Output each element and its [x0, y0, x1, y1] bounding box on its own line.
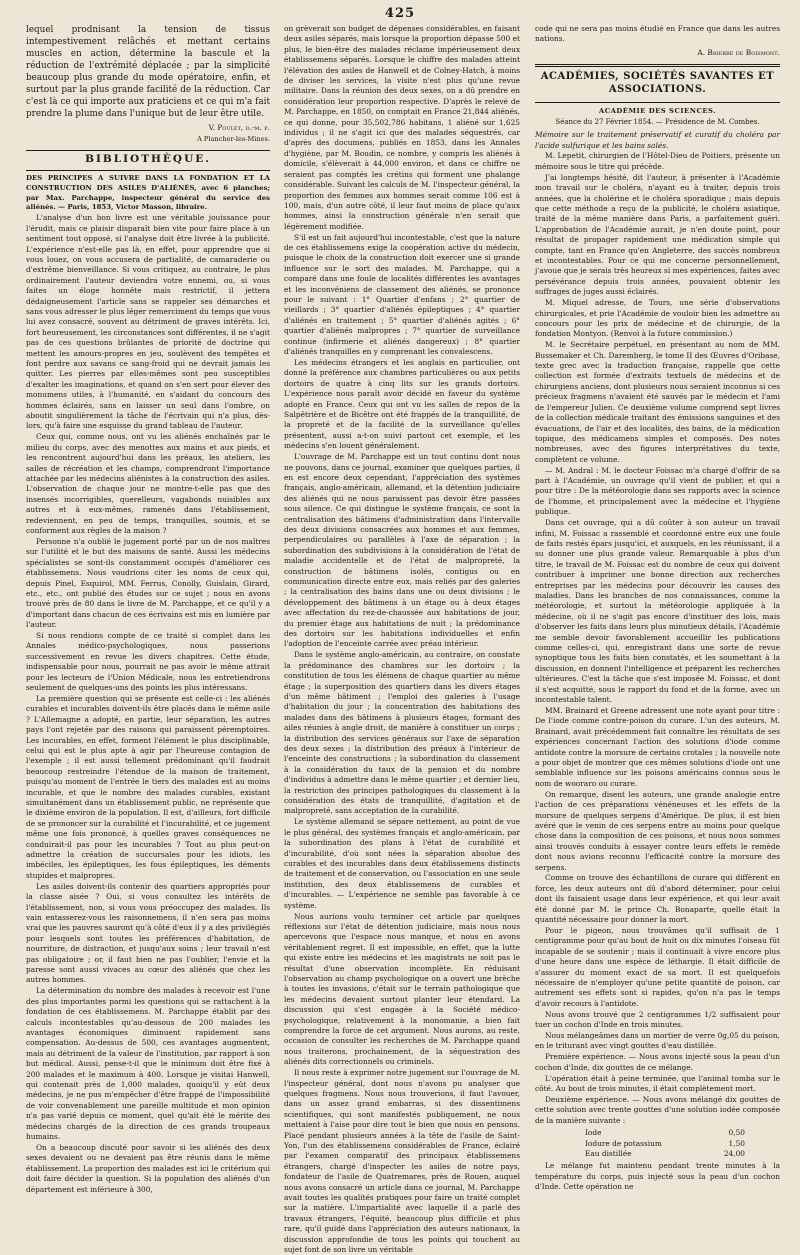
- article-signature: [535, 48, 780, 59]
- recipe-row: [585, 1128, 780, 1138]
- paragraph: Comme on trouve des échantillons de curare qui diffèrent en force, les deux auteurs ont dû d'abord déterminer, pour celui dont ils faisaient usage dans leur expérience, et qui leur avait été donné par M. le prince Ch. Bonaparte, quelle était la quantité nécessaire pour donner la mort.: [535, 873, 780, 925]
- column-2: [284, 24, 520, 1255]
- paragraph: M. le Secrétaire perpétuel, en présentant au nom de MM. Bussemaker et Ch. Daremberg, le tome II des Œuvres d'Oribase, texte grec avec la traduction française, rappelle que cette collection est formée d'extraits textuels de médecins et de chirurgiens anciens, dont plusieurs nous seraient inconnus si ces précieux fragmens n'avaient été sauvés par le médecin et l'ami de l'empereur Julien. Ce deuxième volume comprend sept livres de la collection médicale traitant des émissions sanguines et des évacuations, de l'air et des localités, des bains, de la médication topique, des médicamens simples et composés. Des notes nombreuses, avec des figures interprétatives du texte, complètent ce volume.: [535, 340, 780, 464]
- paragraph: M. Lepetit, chirurgien de l'Hôtel-Dieu de Poitiers, présente un mémoire sous le titre qui précède.: [535, 151, 780, 171]
- page-number: 425: [384, 6, 416, 21]
- paragraph: Nous mélangeâmes dans un mortier de verre 0g,05 du poison, en le triturant avec vingt gouttes d'eau distillée.: [535, 1031, 780, 1051]
- section-divider: [26, 170, 270, 171]
- paragraph: M. Miquel adresse, de Tours, une série d'observations chirurgicales, et prie l'Académie de vouloir bien les admettre au concours pour les prix de médecine et de chirurgie, de la fondation Montyon. (Renvoi à la future commission.): [535, 298, 780, 339]
- paragraph: Si nous rendions compte de ce traité si complet dans les Annales médico-psychologiques, nous passerions successivement en revue les divers chapitres. Cette étude, indispensable pour nous, pourrait ne pas avoir le même attrait pour les lecteurs de l'Union Médicale, nous les entretiendrons seulement de quelques-uns des points les plus intéressans.: [26, 631, 270, 693]
- recipe-quantity: 1,50: [728, 1138, 745, 1148]
- section-divider: [535, 64, 780, 67]
- section-title-bibliotheque: BIBLIOTHÈQUE.: [85, 153, 211, 165]
- recipe-quantity: 24,00: [723, 1149, 745, 1159]
- paragraph: On remarque, disent les auteurs, une grande analogie entre l'action de ces préparations vénéneuses et les effets de la morsure de quelques serpens d'Amérique. De plus, il est bien avéré que le venin de ces serpens entre au moins pour quelque chose dans la composition de ces poisons, et nous nous sommes ainsi trouvés conduits à essayer contre leurs effets le remède dont nous avions reconnu l'efficacité contre la morsure des serpens.: [535, 789, 780, 872]
- section-divider: [26, 150, 270, 151]
- article-continuation: lequel prodnisant la tension de tissus intempestivement relâchés et mettant certains muscles en action, détermine la bascule et la réduction de l'extrémité déplacée ; par la simplicité beaucoup plus grande du mode opératoire, enfin, et surtout par la plus grande facilité de la réduction. Car c'est là ce qui importe aux praticiens et ce qui m'a fait prendre la plume dans l'unique but de leur être utile.: [26, 25, 270, 119]
- paragraph: Dans le système anglo-américain, au contraire, on constate la prédominance des chambres sur les dortoirs ; la constitution de tous les élémens de chaque quartier au même étage ; la superposition des quartiers dans les divers étages d'un même bâtiment ; l'emploi des galeries à l'usage d'habitation du jour ; la concentration des habitations des malades dans des bâtimens à plusieurs étages, formant des ailes réunies à angle droit, de manière à constituer un corps ; la distribution des services généraux sur l'axe de séparation des deux sexes ; la distribution des préaux à l'intérieur de l'enceinte des constructions ; la subordination du classement à la considération du taux de la pension et du nombre d'individus à admettre dans le même quartier ; et dernier lieu, la restriction des principes pathologiques du classement à la considération des états de tranquillité, d'agitation et de malpropreté, sans acceptation de la curabilité.: [284, 650, 520, 816]
- recipe-ingredient: Iodure de potassium: [585, 1138, 662, 1148]
- paragraph: Le mélange fut maintenu pendant trente minutes à la température du corps, puis injecté sous la peau d'un cochon d'Inde. Cette opération ne: [535, 1161, 780, 1192]
- signature-name: V. Poulet, d.-m. p.: [208, 123, 270, 132]
- paragraph: Dans cet ouvrage, qui a dû coûter à son auteur un travail infini, M. Foissac a rassemblé et coordonné entre eux une foule de faits restés épars jusqu'ici, et auxquels, en les réunissant, il a su donner une plus grande valeur. Remarquable à plus d'un titre, le travail de M. Foissac est du nombre de ceux qui doivent contribuer à imprimer une bonne direction aux recherches entreprises par les médecins pour découvrir les causes des maladies. Dans les branches de nos connaissances, comme la météorologie, et surtout la météorologie appliquée à la médecine, où il ne s'agit pas encore d'instituer des lois, mais d'observer les faits dans leurs plus minutieux détails, l'Académie me semble devoir favorablement accueillir les publications comme celles-ci, qui, enregistrant dans une sorte de revue synoptique tous les faits bien constatés, et les soumettant à la discussion, en donnent l'intelligence et préparent les recherches ultérieures. C'est la tâche que s'est imposée M. Foissac, et dont il s'est acquitté, sous le rapport du fond et de la forme, avec un incontestable talent.: [535, 518, 780, 705]
- recipe-table: [585, 1128, 780, 1159]
- paragraph: Pour le pigeon, nous trouvâmes qu'il suffisait de 1 centigramme pour qu'au bout de huit ou dix minutes l'oiseau fût incapable de se soutenir ; mais il continuait à vivre encore plus d'une heure dans une espèce de léthargie. Il était difficile de s'assurer du moment exact de sa mort. Il est quelquefois nécessaire de n'employer qu'une petite quantité de poison, car autrement ses effets sont si rapides, qu'on n'a pas le temps d'avoir recours à l'antidote.: [535, 926, 780, 1008]
- recipe-row: [585, 1139, 780, 1149]
- paragraph: La détermination du nombre des malades à recevoir est l'une des plus importantes parmi les questions qui se rattachent à la fondation de ces établissemens. M. Parchappe établit par des calculs incontestables qu'au-dessous de 200 malades les avantages économiques diminuent rapidement sans compensation. Au-dessus de 500, ces avantages augmentent, mais au détriment de la valeur de l'institution, par rapport à son but médical. Aussi, pense-t-il que le minimum doit être fixé à 200 malades et le maximum à 400. Lorsque je visitai Hanwell, qui contenait près de 1,000 malades, quoiqu'il y eût deux médecins, je ne pus m'empêcher d'être frappé de l'impossibilité de voir convenablement une pareille multitude et mon opinion n'a pas varié depuis ce moment, quel qu'ait été le mérite des médecins chargés de la direction de ces grands troupeaux humains.: [26, 986, 270, 1142]
- memoir-title: Mémoire sur le traitement préservatif et curatif du choléra par l'acide sulfurique et les bains salés.: [535, 130, 780, 150]
- recipe-ingredient: Eau distillée: [585, 1149, 632, 1159]
- paragraph: S'il est un fait aujourd'hui incontestable, c'est que la nature de ces établissemens exige la coopération active du médecin, puisque le choix de la construction doit exercer une si grande influence sur le sort des malades. M. Parchappe, qui a comparé dans une foule de localités différentes les avantages et les inconvéniens de classement des aliénés, se prononce pour le suivant : 1° Quartier d'enfans ; 2° quartier de vieillards ; 3° quartier d'aliénés épileptiques ; 4° quartier d'aliénés en traitement ; 5° quartier d'aliénés agités ; 6° quartier d'aliénés malpropres ; 7° quartier de surveillance continue (infirmerie et aliénés dangereux) ; 8° quartier d'aliénés tranquilles en y comprenant les convalescens.: [284, 232, 520, 357]
- paragraph: Il nous reste à exprimer notre jugement sur l'ouvrage de M. l'inspecteur général, dont nous n'avons pu analyser que quelques fragmens. Nous nous trouverions, il faut l'avouer, dans un assez grand embarras, si des dissentimens scientifiques, qui sont manifestés publiquement, ne nous mettaient à l'aise pour dire tout le bien que nous en pensons. Placé pendant plusieurs années à la tête de l'asile de Saint-Yon, l'un des établissemens considérables de France, éclairé par l'examen comparatif des principaux établissemens étrangers, chargé d'inspecter les asiles de notre pays, fondateur de l'asile de Quatremares, près de Rouen, auquel nous avons consacré un article dans ce journal, M. Parchappe avait toutes les qualités pratiques pour faire un traité complet sur la matière. L'impartialité avec laquelle il a parlé des travaux étrangers, l'équité, beaucoup plus difficile et plus rare, qu'il guidé dans l'appréciation des auteurs nationaux, la discussion approfondie de tous les points qui touchent au sujet font de son livre un véritable: [284, 1068, 520, 1255]
- paragraph: — M. Andral : M. le docteur Foissac m'a chargé d'offrir de sa part à l'Académie, un ouvrage qu'il vient de publier, et qui a pour titre : De la météorologie dans ses rapports avec la science de l'homme, et principalement avec la médecine et l'hygiène publique.: [535, 465, 780, 517]
- article-signature: [26, 123, 270, 144]
- paragraph: Personne n'a oublié le jugement porté par un de nos maîtres sur l'utilité et le but des maisons de santé. Aussi les médecins spécialistes se sont-ils constamment occupés d'améliorer ces établissemens. Nous voudrions citer les noms de ceux qui, depuis Pinel, Esquirol, MM. Ferrus, Conolly, Guislain, Girard, etc., etc., ont publié des études sur ce sujet ; nous en avons trouvé près de 80 dans le livre de M. Parchappe, et ce qu'il y a d'important dans chacun de ces écrivains est mis en lumière par l'auteur.: [26, 536, 270, 630]
- section-title-academies: ACADÉMIES, SOCIÉTÉS SAVANTES ET ASSOCIATIONS.: [540, 71, 775, 96]
- recipe-ingredient: Iode: [585, 1128, 602, 1138]
- paragraph: Les médecins étrangers et les anglais en particulier, ont donné la préférence aux chambres particulières ou aux petits dortoirs de quatre à cinq lits sur les grands dortoirs. L'expérience nous paraît avoir décidé en faveur du système adopté en France. Ceux qui ont vu les salles de repos de la Salpêtrière et de Bicêtre ont été frappés de la tranquillité, de la propreté et de la facilité de la surveillance qu'elles présentent, aussi a-t-on suivi partout cet exemple, et les médecins s'en louent généralement.: [284, 358, 520, 451]
- recipe-row: [585, 1149, 780, 1159]
- paragraph: on grèverait son budget de dépenses considérables, en faisant deux asiles séparés, mais lorsque la proportion dépasse 500 et plus, le bien-être des malades réclame impérieusement deux établissemens séparés. Lorsque le chiffre des malades atteint l'élévation des asiles de Hanwell et de Colney-Hatch, à moins de diviser les services, la visite n'est plus qu'une revue militaire. Dans la réunion des deux sexes, on a dû prendre en considération leur proportion respective. D'après le relevé de M. Parchappe, en 1850, on comptait en France 21,844 aliénés, ce qui donne, pour 35,502,786 habitans, 1 aliéné sur 1,625 individus ; il ne s'agit ici que des malades séquestrés, car d'après des documens, publiés en 1853, dans les Annales d'hygiène, par M. Boudin, ce nombre, y compris les aliénés à domicile, s'élèverait à 44,000 environ, et dans ce chiffre ne seraient pas comptés les crétins qui forment une phalange considérable. Suivant les calculs de M. l'inspecteur général, la proportion des femmes aux hommes serait comme 106 est à 100, mais, d'un autre côté, il leur faut moins de place qu'aux hommes, ainsi la construction générale n'en serait que légèrement modifiée.: [284, 24, 520, 231]
- paragraph: Nous aurions voulu terminer cet article par quelques réflexions sur l'état de détention judiciaire, mais nous nous apercevons que l'espace nous manque, et nous en avons véritablement regret. Il est impossible, en effet, que la lutte qui existe entre les médecins et les magistrats ne soit pas le résultat d'une observation incomplète. En réduisant l'observation au champ psychologique on a ouvert une brèche à toutes les invasions, c'était sur le terrain pathologique que les médecins devaient surtout planter leur étendard. La discussion qui s'est engagée à la Société médico-psychologique, relativement à la monomanie, a bien fait comprendre la force de cet argument. Nous aurons, au reste, occasion de consulter les recherches de M. Parchappe quand nous traiterons, prochainement, de la séquestration des aliénés dits correctionnels ou criminels.: [284, 911, 520, 1067]
- section-divider: [535, 102, 780, 103]
- paragraph: L'opération était à peine terminée, que l'animal tomba sur le côté. Au bout de trois minutes, il était complètement mort.: [535, 1073, 780, 1094]
- paragraph: Première expérience. — Nous avons injecté sous la peau d'un cochon d'Inde, dix gouttes de ce mélange.: [535, 1052, 780, 1072]
- recipe-quantity: 0,50: [728, 1128, 745, 1138]
- paragraph: Les asiles doivent-ils contenir des quartiers appropriés pour la classe aisée ? Oui, si vous consultez les intérêts de l'établissement, non, si vous vous préoccupez des malades. Ils vain entasserez-vous les raisonnemens, il n'en sera pas moins vrai que les pauvres sauront qu'à côté d'eux il y a des privilégiés pour lesquels sont toutes les préférences d'habitation, de nourriture, de distraction, et jusqu'aux soins ; leur travail n'est pas obligatoire ; or, il faut bien ne pas l'oublier, l'envie et la paresse sont aussi vivaces au cœur des aliénés que chez les autres hommes.: [26, 881, 270, 985]
- academy-subhead: ACADÉMIE DES SCIENCES.: [598, 107, 717, 116]
- signature-name: A. Brierre de Boismont.: [697, 47, 780, 57]
- paragraph: J'ai longtemps hésité, dit l'auteur, à présenter à l'Académie mon travail sur le choléra, n'ayant eu à traiter, depuis trois années, que la cholérine et le choléra sporadique ; mais depuis que cette méthode a reçu de la publicité, le choléra asiatique, traité de la même manière dans Paris, a parfaitement guéri. L'approbation de l'Académie aurait, je n'en doute point, pour résultat de propager rapidement une médication simple qui compte, tant en France qu'en Angleterre, des succès nombreux et incontestables. Pour ce qui me concerne personnellement, j'avoue que je serais très heureux si mes expériences, faites avec persévérance depuis trois années, pouvaient obtenir les suffrages de juges aussi éclairés.: [535, 172, 780, 297]
- paragraph: MM. Brainard et Greene adressent une note ayant pour titre : De l'iode comme contre-poison du curare. L'un des auteurs, M. Brainard, avait précédemment fait connaître les résultats de ses expériences concernant l'action des solutions d'iode comme antidote contre la morsure de certains crotales ; la nouvelle note a pour objet de montrer que ces mêmes solutions d'iode ont une semblable influence sur les poisons américains connus sous le nom de wooraro ou curare.: [535, 705, 780, 788]
- signature-place: A Plancher-les-Mines.: [197, 134, 270, 143]
- column-1: [26, 24, 270, 1194]
- article-continuation: code qui ne sera pas moins étudié en France que dans les autres nations.: [535, 24, 780, 44]
- book-title: DES PRINCIPES A SUIVRE DANS LA FONDATION ET LA CONSTRUCTION DES ASILES D'ALIÉNÉS, avec 6 planches; par Max. Parchappe, inspecteur général du service des aliénés. — Paris, 1853, Victor Masson, libraire.: [26, 174, 270, 212]
- paragraph: On a beaucoup discuté pour savoir si les aliénés des deux sexes devaient ou ne devaient pas être réunis dans le même établissement. La proportion des malades est ici le critérium qui doit faire décider la question. Si la population des aliénés d'un département est inférieure à 300,: [26, 1142, 270, 1194]
- paragraph: Deuxième expérience. — Nous avons mélangé dix gouttes de cette solution avec trente gouttes d'une solution iodée composée de la manière suivante :: [535, 1095, 780, 1125]
- paragraph: Le système allemand se sépare nettement, au point de vue le plus général, des systèmes français et anglo-américain, par la subordination des plans à l'état de curabilité et d'incurabilité, d'où sont nées la séparation absolue des curables et des incurables dans deux établissemens distincts de traitement et de conservation, ou l'association en une seule institution, des deux établissemens de curables et d'incurables. — L'expérience ne semble pas favorable à ce système.: [284, 817, 520, 910]
- paragraph: L'ouvrage de M. Parchappe est un tout continu dont nous ne pouvons, dans ce journal, examiner que quelques parties, il en est encore deux cependant, l'appréciation des systèmes français, anglo-américain, allemand, et la détention judiciaire des aliénés qui ne nous paraissent pas devoir être passées sous silence. Ce qui distingue le système français, ce sont la centralisation des bâtimens d'administration dans l'intervalle des deux divisions consacrées aux hommes et aux femmes, perpendiculaires ou parallèles à l'axe de séparation ; la subordination des subdivisions à la considération de l'état de maladie accidentelle et de l'état de malpropreté, la construction de bâtimens isolés, contigus ou en communication directe entre eux, mais reliés par des galeries ; la centralisation des bains dans une ou deux divisions ; le développement des bâtimens à un étage ou à deux étages avec affectation du rez-de-chaussée aux habitations de jour, du premier étage aux habitations de nuit ; la prédominance des dortoirs sur les habitations individuelles et enfin l'adoption de l'enceinte carrée avec préau intérieur.: [284, 452, 520, 649]
- session-line: Séance du 27 Février 1854. — Présidence de M. Combes.: [555, 117, 760, 126]
- paragraph: Ceux qui, comme nous, ont vu les aliénés enchaînés par le milieu du corps, avec des menottes aux mains et aux pieds, et les rencontrent aujourd'hui dans les préaux, les ateliers, les salles de récréation et les champs, comprendront l'importance attachée par les médecins aliénistes à la construction des asiles. L'observation de chaque jour ne montre-t-elle pas que des insensés incorrigibles, querelleurs, vagabonds nuisibles aux autres et à eux-mêmes, ramenés dans l'établissement, redeviennent, en peu de temps, tranquilles, soumis, et se conforment aux règles de la maison ?: [26, 432, 270, 535]
- paragraph: Nous avons trouvé que 2 centigrammes 1/2 suffisaient pour tuer un cochon d'Inde en trois minutes.: [535, 1009, 780, 1030]
- paragraph: L'analyse d'un bon livre est une véritable jouissance pour l'érudit, mais ce plaisir disparaît bien vite pour faire place à un sentiment tout opposé, si l'analyse doit être livrée à la publicité. L'expérience n'est-elle pas là, en effet, pour apprendre que si vous louez, on vous accusera de partialité, de camaraderie ou d'extrême bienveillance. Si vous critiquez, au contraire, le plus ordinairement l'auteur deviendra votre ennemi, ou, si vous faites un éloge honnête mais restrictif, il jettera dédaigneusement l'article sans se rappeler ses démarches et sans vous adresser le plus léger remerciment du temps que vous lui avez consacré, souvent au détriment de graves intérêts. Ici, fort heureusement, les circonstances sont différentes, il ne s'agit pas de ces questions brûlantes de priorité de doctrine qui mettent les amours-propres en jeu, soulèvent des tempêtes et font perdre aux savans ce sang-froid qui ne devrait jamais les quitter. Les pierres par elles-mêmes sont peu susceptibles d'exalter les imaginations, et quand on s'en sert pour élever des monumens utiles, à l'humanité, en s'aidant du concours des hommes éclairés, sans en laisser un seul dans l'ombre, on aboutit singulièrement la tâche de l'écrivain qui n'a plus, dès-lors, qu'à faire une esquisse du grand tableau de l'auteur.: [26, 213, 270, 431]
- paragraph: La première question qui se présente est celle-ci : les aliénés curables et incurables doivent-ils être placés dans le même asile ? L'Allemagne a adopté, en partie, leur séparation, les autres pays l'ont rejetée par des raisons qui paraissent péremptoires. Les incurables, en effet, forment l'élément le plus disciplinable, celui qui est le plus apte à agir par l'heureuse contagion de l'exemple ; il est aussi tellement prédominant qu'il faudrait beaucoup restreindre l'étendue de la maison de traitement, puisqu'au moment de l'entrée le tiers des malades est au moins incurable, et que le nombre des malades curables, existant simultanément dans un établissement public, ne représente que le dixième environ de la population. Il est, d'ailleurs, fort difficile de se prononcer sur la curabilité et l'incurabilité, et ce jugement même une fois prononcé, à quelles graves conséquences ne conduirait-il pas pour les incurables ? Tout au plus peut-on admettre la création de succursales pour les idiots, les imbéciles, les épileptiques, les fous épileptiques, les déments stupides et malpropres.: [26, 693, 270, 880]
- column-3: [535, 24, 780, 1192]
